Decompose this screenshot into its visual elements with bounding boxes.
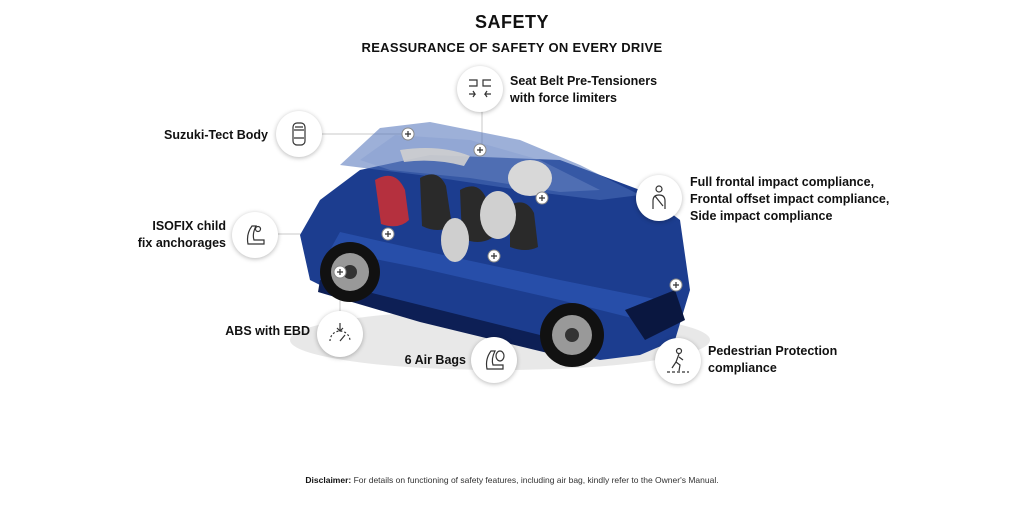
abs-label: ABS with EBD — [225, 324, 310, 338]
seatbelt-label: Seat Belt Pre-Tensioners with force limiters — [510, 74, 658, 105]
frontal-impact-label: Full frontal impact compliance, Frontal offset impact compliance, Side impact compliance — [690, 175, 890, 223]
page-title: SAFETY — [474, 12, 549, 32]
child-seat-icon — [232, 212, 278, 258]
disclaimer-label: Disclaimer: — [305, 475, 352, 485]
disclaimer — [0, 475, 1024, 485]
airbag-seat-icon — [471, 337, 517, 383]
car-body-icon — [276, 111, 322, 157]
front-wheel — [540, 303, 604, 367]
seated-belt-icon — [636, 175, 682, 221]
seatbelt-pretensioner-icon — [457, 66, 503, 112]
page-subtitle: REASSURANCE OF SAFETY ON EVERY DRIVE — [361, 40, 663, 55]
rear-wheel — [320, 242, 380, 302]
disclaimer-text: For details on functioning of safety features, including air bag, kindly refer to the Owner's Manual. — [351, 475, 719, 485]
pedestrian-icon — [655, 338, 701, 384]
brake-gauge-icon — [317, 311, 363, 357]
isofix-label: ISOFIX child fix anchorages — [137, 219, 226, 250]
body-label: Suzuki-Tect Body — [164, 128, 268, 142]
pedestrian-label: Pedestrian Protection compliance — [708, 344, 838, 375]
airbags-label: 6 Air Bags — [404, 353, 466, 367]
